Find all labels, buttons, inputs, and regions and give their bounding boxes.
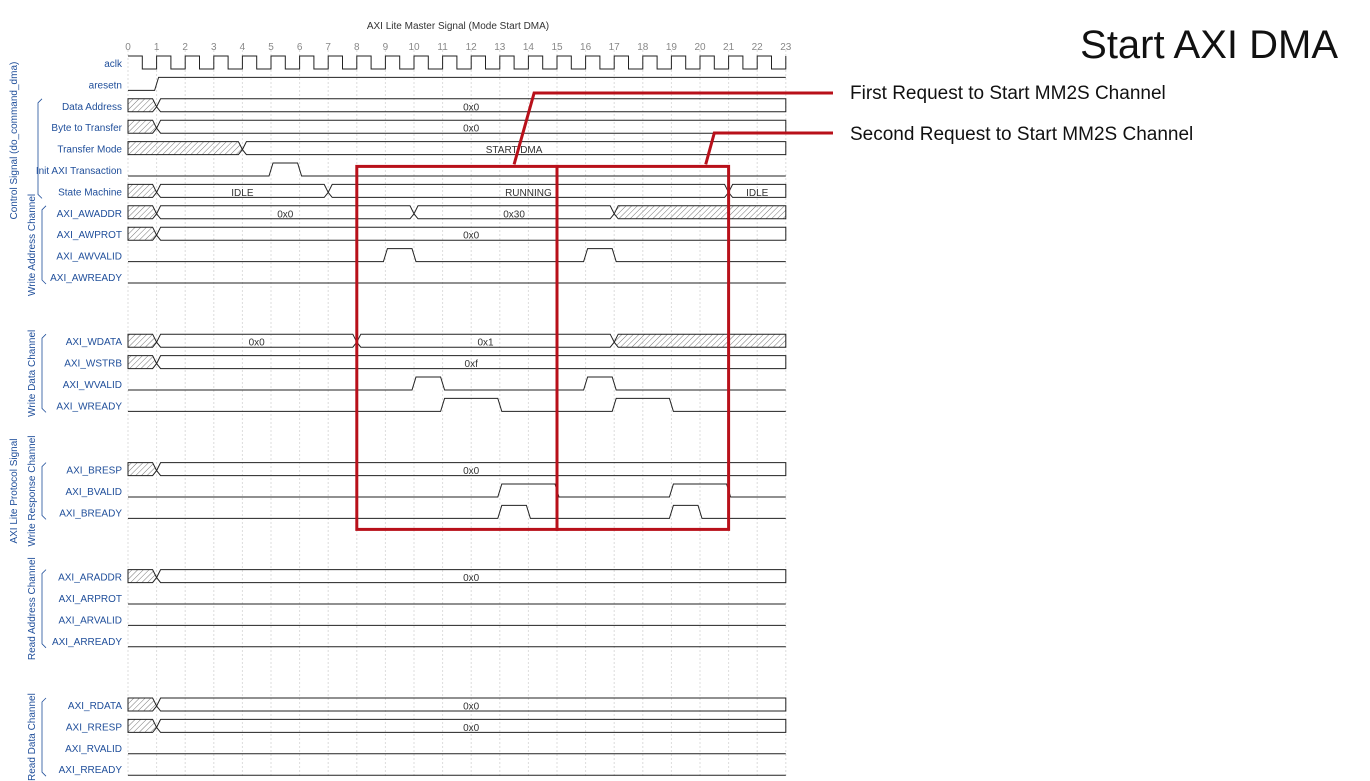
bus-value-state-machine-1: IDLE (231, 187, 254, 199)
waveforms (128, 56, 786, 775)
waveform-aclk (128, 56, 786, 69)
group-bracket-read-address (42, 570, 46, 648)
bus-value-axi-wdata-2: 0x1 (477, 337, 494, 349)
annotation-first-request: First Request to Start MM2S Channel (850, 83, 1166, 104)
bus-segment-axi-bresp-0 (128, 463, 157, 476)
cycle-label-17: 17 (608, 42, 620, 53)
group-label-write-address: Write Address Channel (27, 193, 38, 296)
cycle-tick-labels (125, 42, 792, 53)
group-bracket-write-address (42, 206, 46, 284)
bus-value-axi-awaddr-1: 0x0 (277, 209, 294, 221)
group-label-read-data: Read Data Channel (27, 693, 38, 781)
group-label-write-data: Write Data Channel (27, 329, 38, 417)
bus-segment-byte-to-transfer-0 (128, 120, 157, 133)
callout-first-request (514, 93, 833, 164)
signal-label-axi-wready: AXI_WREADY (56, 401, 122, 413)
cycle-label-16: 16 (580, 42, 592, 53)
highlight-box-first-request (357, 166, 557, 529)
cycle-label-14: 14 (522, 42, 534, 53)
bus-segment-axi-araddr-0 (128, 570, 157, 583)
cycle-label-4: 4 (239, 42, 246, 53)
group-bracket-write-response (42, 463, 46, 520)
signal-label-axi-arvalid: AXI_ARVALID (58, 615, 122, 627)
bus-value-transfer-mode-1: START DMA (485, 145, 543, 157)
cycle-label-1: 1 (153, 42, 160, 53)
callout-second-request (706, 133, 833, 164)
signal-label-aresetn: aresetn (88, 80, 122, 92)
highlight-boxes (357, 93, 833, 529)
bus-value-axi-awprot-1: 0x0 (463, 230, 480, 242)
cycle-label-12: 12 (465, 42, 477, 53)
cycle-label-3: 3 (211, 42, 217, 53)
signal-label-axi-araddr: AXI_ARADDR (58, 572, 122, 584)
bus-value-data-address-1: 0x0 (463, 102, 480, 114)
bus-value-byte-to-transfer-1: 0x0 (463, 123, 480, 135)
cycle-label-19: 19 (665, 42, 677, 53)
bus-segment-axi-wstrb-0 (128, 356, 157, 369)
signal-label-axi-awvalid: AXI_AWVALID (56, 251, 122, 263)
bus-segment-data-address-0 (128, 99, 157, 112)
signal-label-axi-awaddr: AXI_AWADDR (56, 208, 122, 220)
bus-value-axi-rresp-1: 0x0 (463, 722, 480, 734)
cycle-label-0: 0 (125, 42, 131, 53)
group-label-read-address: Read Address Channel (27, 557, 38, 661)
waveform-aresetn (128, 77, 786, 90)
bus-value-axi-wdata-1: 0x0 (248, 337, 265, 349)
cycle-label-11: 11 (437, 42, 448, 53)
waveform-axi-awvalid (128, 249, 786, 262)
bus-segment-axi-wdata-3 (614, 334, 786, 347)
cycle-grid (128, 50, 786, 776)
cycle-label-9: 9 (382, 42, 389, 53)
bus-value-axi-awaddr-2: 0x30 (503, 209, 525, 221)
bus-value-state-machine-3: IDLE (746, 187, 769, 199)
bus-segment-axi-awaddr-0 (128, 206, 157, 219)
cycle-label-23: 23 (780, 42, 792, 53)
bus-value-axi-rdata-1: 0x0 (463, 701, 480, 713)
bus-value-axi-wstrb-1: 0xf (464, 359, 478, 371)
signal-label-axi-awready: AXI_AWREADY (50, 273, 122, 284)
signal-label-axi-bready: AXI_BREADY (59, 508, 122, 520)
group-label-write-response: Write Response Channel (27, 435, 38, 547)
cycle-label-5: 5 (268, 42, 274, 53)
waveform-axi-wready (128, 398, 786, 411)
bus-segment-axi-rresp-0 (128, 719, 157, 732)
signal-label-axi-rdata: AXI_RDATA (67, 701, 122, 712)
signal-label-axi-awprot: AXI_AWPROT (56, 230, 122, 242)
signal-label-axi-wstrb: AXI_WSTRB (64, 358, 122, 370)
bus-segment-transfer-mode-0 (128, 142, 242, 155)
signal-label-byte-to-transfer: Byte to Transfer (51, 123, 122, 135)
waveform-axi-wvalid (128, 377, 786, 390)
group-label-axi-lite-protocol: AXI Lite Protocol Signal (9, 438, 20, 544)
signal-label-data-address: Data Address (61, 101, 122, 113)
signal-label-axi-rready: AXI_RREADY (58, 765, 122, 777)
signal-label-init-axi-transaction: Init AXI Transaction (35, 166, 122, 177)
group-label-control-signal: Control Signal (do_command_dma) (9, 61, 20, 220)
signal-label-axi-arprot: AXI_ARPROT (58, 594, 122, 605)
bus-value-state-machine-2: RUNNING (505, 187, 552, 199)
diagram-title: AXI Lite Master Signal (Mode Start DMA) (366, 21, 550, 32)
group-bracket-control (38, 99, 42, 199)
cycle-label-8: 8 (354, 42, 360, 53)
bus-segment-state-machine-0 (128, 184, 157, 197)
signal-label-aclk: aclk (104, 59, 122, 70)
signal-label-axi-rresp: AXI_RRESP (65, 722, 122, 734)
bus-segment-axi-wdata-0 (128, 334, 157, 347)
signal-label-state-machine: State Machine (58, 187, 122, 199)
group-bracket-read-data (42, 698, 46, 776)
cycle-label-13: 13 (494, 42, 506, 53)
group-bracket-write-data (42, 334, 46, 412)
cycle-label-22: 22 (751, 42, 763, 53)
bus-segment-axi-rdata-0 (128, 698, 157, 711)
signal-label-axi-arready: AXI_ARREADY (51, 636, 122, 648)
signal-label-axi-wdata: AXI_WDATA (65, 337, 122, 349)
cycle-label-6: 6 (296, 42, 303, 53)
waveform-axi-bvalid (128, 484, 786, 497)
cycle-label-2: 2 (182, 42, 188, 53)
bus-value-axi-bresp-1: 0x0 (463, 466, 480, 478)
cycle-label-18: 18 (637, 42, 649, 53)
cycle-label-10: 10 (408, 42, 420, 53)
waveform-axi-bready (128, 505, 786, 518)
bus-segment-axi-awaddr-3 (614, 206, 786, 219)
signal-label-axi-bresp: AXI_BRESP (66, 465, 122, 477)
annotation-second-request: Second Request to Start MM2S Channel (850, 124, 1194, 145)
bus-value-axi-araddr-1: 0x0 (463, 573, 480, 585)
cycle-label-20: 20 (694, 42, 706, 53)
cycle-label-15: 15 (551, 42, 563, 53)
cycle-label-21: 21 (723, 42, 735, 53)
signal-labels (36, 59, 123, 776)
signal-label-transfer-mode: Transfer Mode (57, 144, 122, 156)
signal-label-axi-rvalid: AXI_RVALID (65, 743, 122, 755)
signal-label-axi-bvalid: AXI_BVALID (65, 487, 122, 498)
page-heading: Start AXI DMA (1080, 23, 1338, 67)
signal-label-axi-wvalid: AXI_WVALID (62, 380, 122, 391)
bus-segment-axi-awprot-0 (128, 227, 157, 240)
cycle-label-7: 7 (325, 42, 331, 53)
